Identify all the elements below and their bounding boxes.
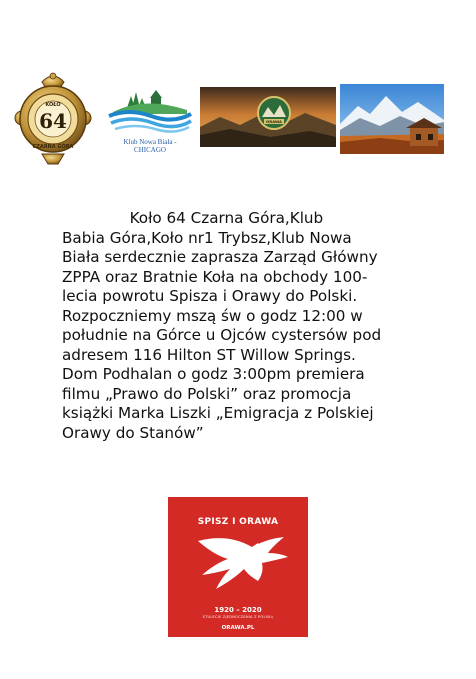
- poster-years: 1920 – 2020: [214, 606, 262, 614]
- poster-subtitle: STULECIE ZJEDNOCZENIA Z POLSKĄ: [202, 615, 274, 619]
- orawa-badge-text: ORAWA: [266, 119, 282, 124]
- orawa-landscape-logo: [200, 87, 336, 147]
- logo-strip: [0, 68, 476, 168]
- poster-site: ORAWA.PL: [221, 625, 255, 631]
- invitation-text: Koło 64 Czarna Góra,Klub Babia Góra,Koło nr1 Trybsz,Klub Nowa Biała serdecznie zaprasza Zarząd Główny ZPPA oraz Bratnie Koła na obchody 100- lecia powrotu Spisza i Orawy do Polski. Rozpoczniemy mszą św o godz 12:00 w południe na Górce u Ojców cystersów pod adresem 116 Hilton ST Willow Springs. Dom Podhalan o godz 3:00pm premiera filmu „Prawo do Polski” oraz promocja książki Marka Liszki „Emigracja z Polskiej Orawy do Stanów”: [62, 209, 382, 442]
- klub-nowa-biala-logo: [105, 86, 195, 156]
- nowa-biala-line1: Klub Nowa Biała -: [123, 138, 177, 146]
- kolo-top-text: KOŁO: [45, 102, 61, 108]
- poster-title: SPISZ I ORAWA: [197, 517, 279, 527]
- kolo-64-logo: [12, 68, 94, 166]
- kolo-number: 64: [39, 109, 67, 133]
- nowa-biala-line2: CHICAGO: [134, 146, 166, 154]
- kolo-ring-text: CZARNA GÓRA: [32, 144, 74, 150]
- mountain-photo: [340, 84, 444, 154]
- spisz-orawa-poster: [168, 497, 308, 637]
